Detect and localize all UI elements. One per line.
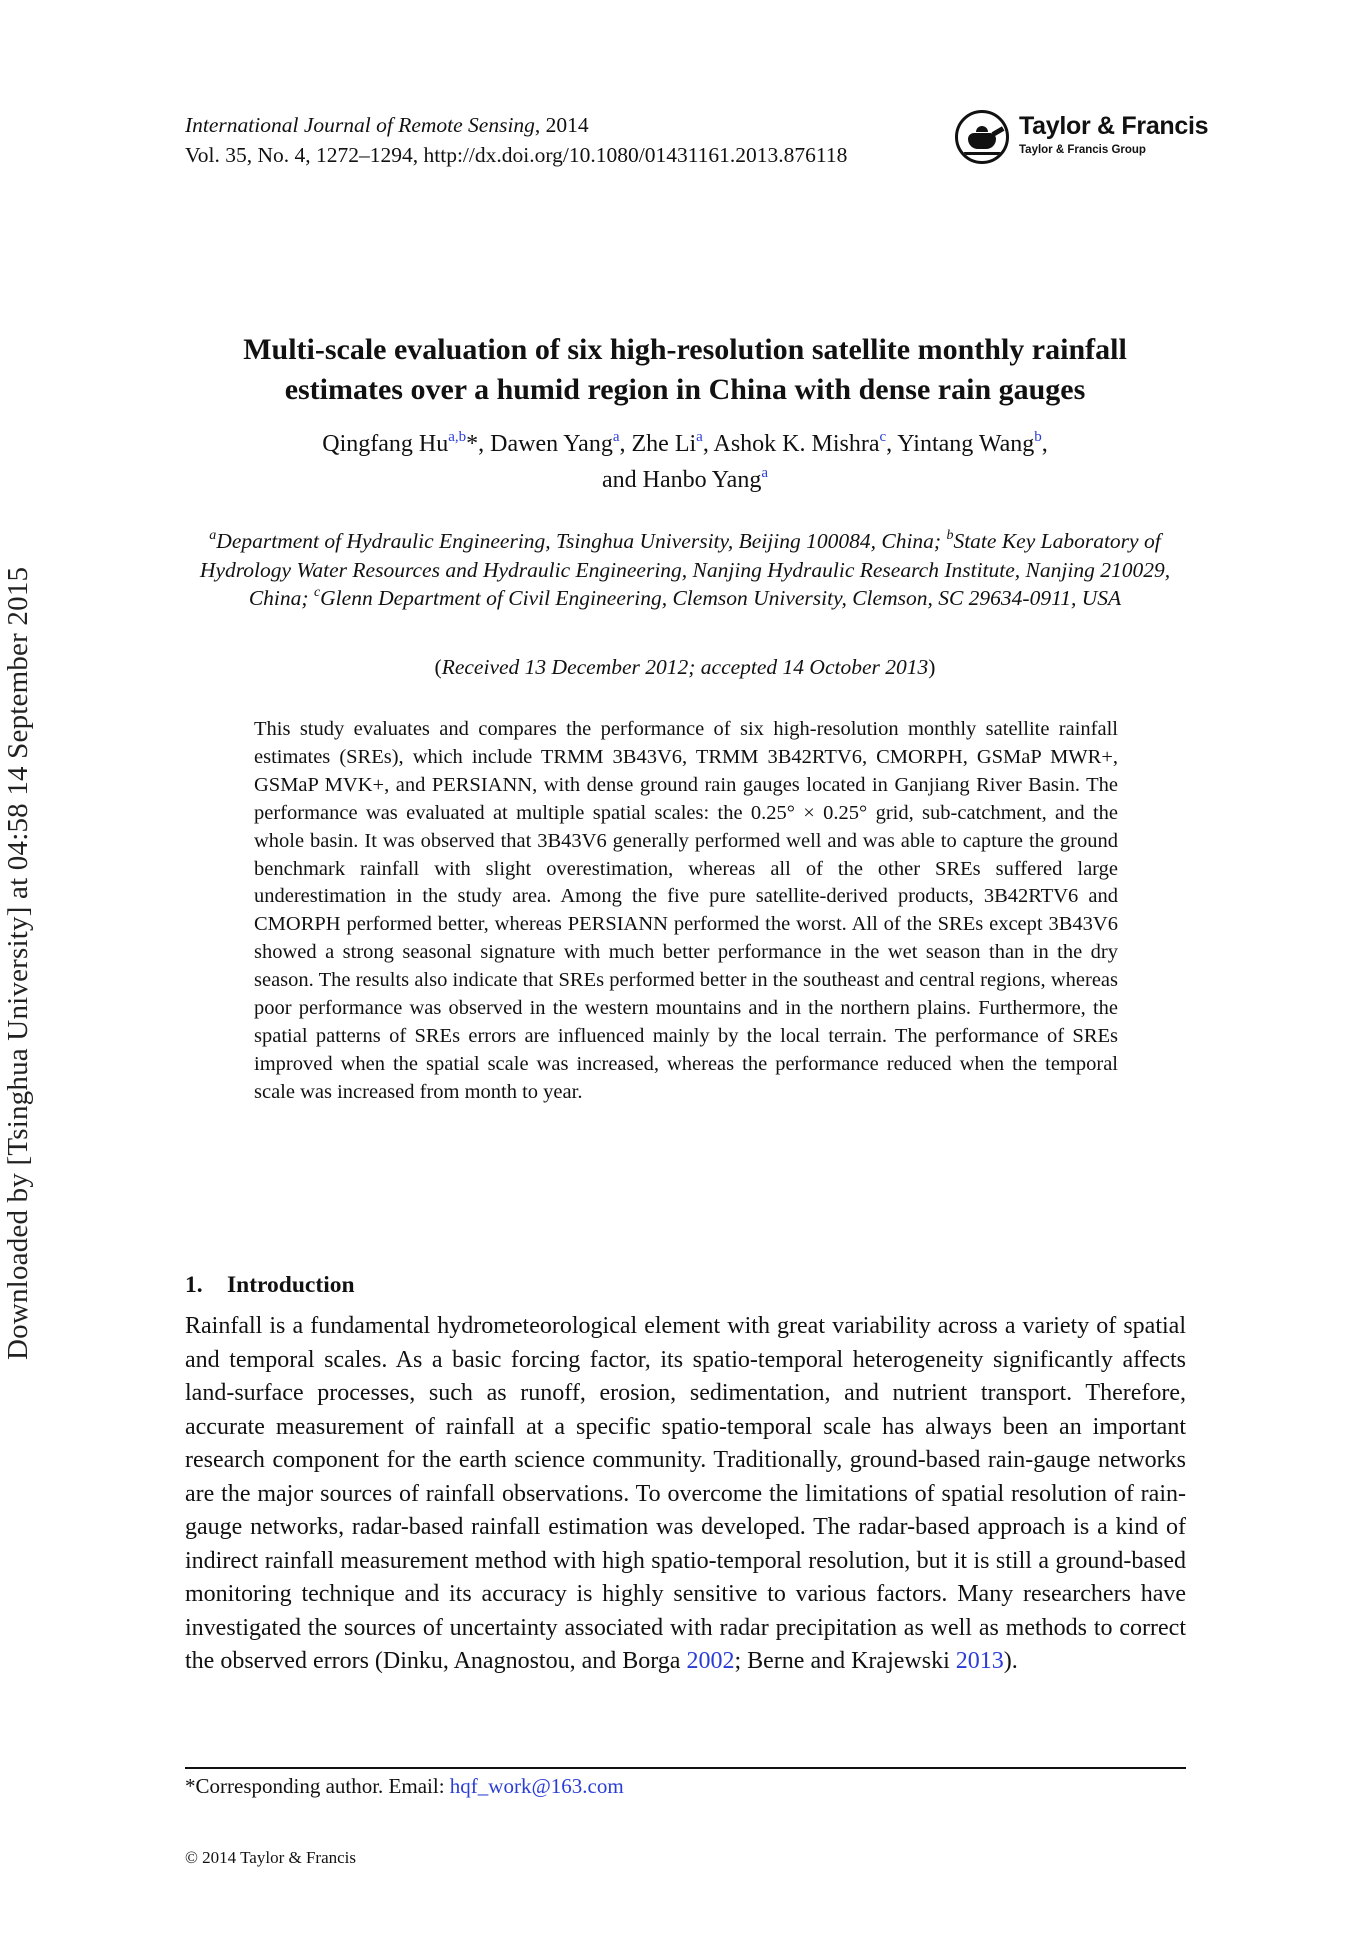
affiliation-ref[interactable]: a [696,429,703,445]
title-line-1: Multi-scale evaluation of six high-resolution satellite monthly rainfall [243,333,1127,366]
separator: , [1041,431,1048,457]
affiliation-text: Glenn Department of Civil Engineering, Clemson University, Clemson, SC 29634-0911, USA [320,586,1122,610]
author-name: Zhe Li [631,431,697,457]
affiliation-mark: c [313,585,321,600]
journal-citation-line [185,110,847,140]
author-line-1 [150,426,1220,462]
paren-open: ( [434,655,442,679]
copyright-notice: © 2014 Taylor & Francis [185,1848,357,1867]
separator: , [702,431,714,457]
intro-text: ). [1003,1648,1018,1674]
section-number: 1. [185,1272,203,1298]
journal-year: , 2014 [534,113,589,137]
affiliation-mark: a [209,528,217,543]
journal-name[interactable]: International Journal of Remote Sensing [185,113,535,137]
paren-close: ) [928,655,936,679]
volume-doi-line[interactable]: Vol. 35, No. 4, 1272–1294, http://dx.doi.org/10.1080/01431161.2013.876118 [185,143,848,167]
publisher-group: Taylor & Francis Group [1019,144,1146,156]
conjunction: and [601,467,643,493]
section-title: Introduction [227,1272,355,1298]
email-link[interactable]: hqf_work@163.com [449,1774,624,1798]
affiliation-mark: b [946,528,954,543]
separator: , [619,431,632,457]
publisher-brand: Taylor & Francis [1019,112,1209,140]
affiliation-text: Department of Hydraulic Engineering, Tsinghua University, Beijing 100084, China; [216,529,947,553]
affiliation-ref[interactable]: c [879,429,887,445]
abstract: This study evaluates and compares the performance of six high-resolution monthly satellite rainfall estimates (SREs), which include TRMM 3B43V6, TRMM 3B42RTV6, CMORPH, GSMaP MWR+, GSMaP MVK+, and PERSIANN, with dense ground rain gauges located in Ganjiang River Basin. The performance was evaluated at multiple spatial scales: the 0.25° × 0.25° grid, sub-catchment, and the whole basin. It was observed that 3B43V6 generally performed well and was able to capture the ground benchmark rainfall with slight overestimation, whereas all of the other SREs suffered large underestimation in the study area. Among the five pure satellite-derived products, 3B42RTV6 and CMORPH performed better, whereas PERSIANN performed the worst. All of the SREs except 3B43V6 showed a strong seasonal signature with much better performance in the wet season than in the dry season. The results also indicate that SREs performed better in the southeast and central regions, whereas poor performance was observed in the western mountains and in the northern plains. Furthermore, the spatial patterns of SREs errors are influenced mainly by the local terrain. The performance of SREs improved when the spatial scale was increased, whereas the performance reduced when the temporal scale was increased from month to year. [254,718,1118,1103]
affiliation-ref[interactable]: a [612,429,620,445]
citation-link[interactable]: 2013 [955,1648,1004,1674]
separator: , [478,431,491,457]
title-line-2: estimates over a humid region in China with dense rain gauges [284,373,1086,406]
section-heading [185,1272,355,1299]
author-name: Ashok K. Mishra [713,431,880,457]
publisher-logo[interactable] [955,108,1209,170]
author-line-2 [150,462,1220,498]
footnote-divider [185,1767,1186,1769]
author-name: Dawen Yang [490,431,613,457]
download-stamp: Downloaded by [Tsinghua University] at 04:58 14 September 2015 [2,566,34,1360]
footnote [185,1771,624,1801]
author-name: Qingfang Hu [322,431,449,457]
received-dates [150,652,1220,682]
corresponding-mark[interactable]: * [466,431,479,457]
journal-header [185,110,847,170]
author-name: Hanbo Yang [642,467,762,493]
teapot-lamp-logo-icon [955,110,1009,164]
separator: , [886,431,898,457]
affiliation-ref[interactable]: b [1034,429,1042,445]
intro-text: Rainfall is a fundamental hydrometeorological element with great variability across a variety of spatial and temporal scales. As a basic forcing factor, its spatio-temporal heterogeneity significantly affects land-surface processes, such as runoff, erosion, sedimentation, and nutrient transport. Therefore, accurate measurement of rainfall at a specific spatio-temporal scale has always been an important research component for the earth science community. Traditionally, ground-based rain-gauge networks are the major sources of rainfall observations. To overcome the limitations of spatial resolution of rain-gauge networks, radar-based rainfall estimation was developed. The radar-based approach is a kind of indirect rainfall measurement method with high spatio-temporal resolution, but it is still a ground-based monitoring technique and its accuracy is highly sensitive to various factors. Many researchers have investigated the sources of uncertainty associated with radar precipitation as well as methods to correct the observed errors (Dinku, Anagnostou, and Borga [185,1313,1186,1674]
affiliation-text: State Key Laboratory of Hydrology Water Resources and Hydraulic Engineering, Nanjing Hydraulic Research Institute, Nanjing 210029, China; [199,529,1171,610]
citation-link[interactable]: 2002 [686,1648,735,1674]
intro-text: ; Berne and Krajewski [734,1648,956,1674]
paper-title [150,330,1220,410]
affiliation-ref[interactable]: a,b [448,429,467,445]
author-list [150,426,1220,498]
intro-paragraph [185,1310,1186,1679]
affiliations [190,527,1180,613]
footnote-label: *Corresponding author. Email: [185,1774,450,1798]
received-text: Received 13 December 2012; accepted 14 October 2013 [441,655,929,679]
author-name: Yintang Wang [897,431,1035,457]
affiliation-ref[interactable]: a [761,465,768,481]
